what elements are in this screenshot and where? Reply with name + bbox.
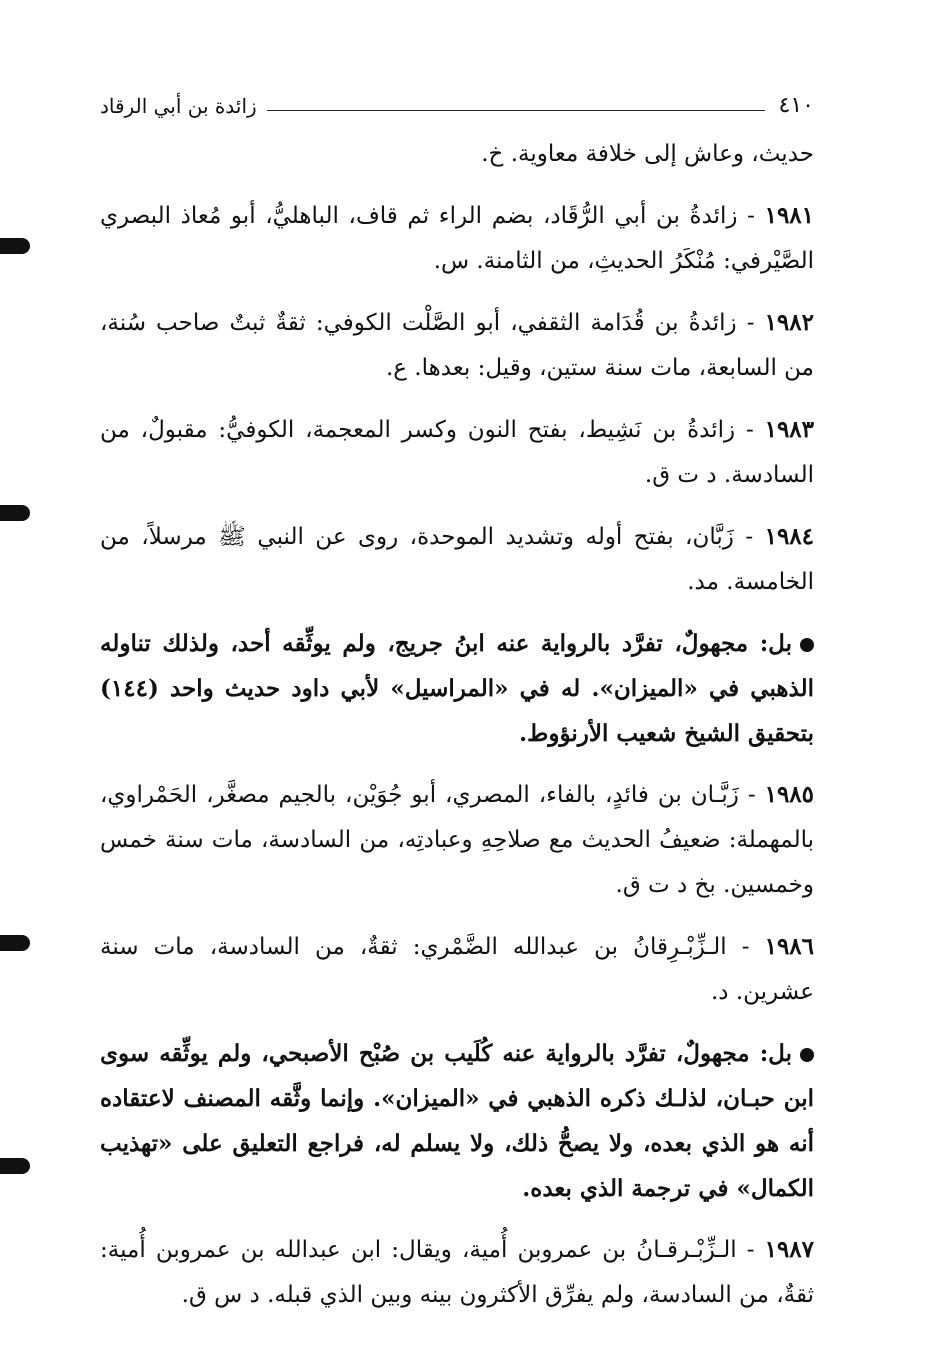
entry-number: ١٩٨٦ bbox=[764, 933, 815, 960]
text-paragraph bbox=[100, 132, 814, 177]
header-rule bbox=[267, 110, 765, 111]
entry-number: ١٩٨١ bbox=[764, 202, 815, 229]
entry-text: - الـزِّبْـرقـانُ بن عمروبن أُمية، ويقال: ابن عبدالله بن عمروبن أُمية: ثقةٌ، من السادسة، ولم يفرِّق الأكثرون بينه وبين الذي قبله. د س ق. bbox=[100, 1237, 814, 1308]
bullet-icon bbox=[800, 1048, 814, 1062]
note-text: بل: مجهولٌ، تفرَّد بالرواية عنه كُلَيب بن صُبْح الأصبحي، ولم يوثِّقه سوى ابن حبـان، لذلـك ذكره الذهبي في «الميزان». وإنما وثَّقه المصنف لاعتقاده أنه هو الذي بعده، ولا يصحُّ ذلك، ولا يسلم له، فراجع التعليق على «تهذيب الكمال» في ترجمة الذي بعده. bbox=[100, 1040, 814, 1202]
page-header bbox=[100, 84, 814, 118]
entry-text: - الـزِّبْـرِقانُ بن عبدالله الضَّمْري: ثقةٌ، من السادسة، مات سنة عشرين. د. bbox=[100, 934, 814, 1005]
book-page bbox=[100, 84, 814, 1334]
margin-mark bbox=[0, 935, 30, 951]
entry-number: ١٩٨٣ bbox=[764, 416, 815, 443]
bullet-icon bbox=[800, 638, 814, 652]
entry-1982 bbox=[100, 300, 814, 391]
entry-number: ١٩٨٤ bbox=[764, 523, 815, 550]
entry-text: - زائدةُ بن نَشِيط، بفتح النون وكسر المعجمة، الكوفيُّ: مقبولٌ، من السادسة. د ت ق. bbox=[100, 417, 814, 488]
entry-text: - زَبَّـان بن فائدٍ، بالفاء، المصري، أبو جُوَيْن، بالجيم مصغَّر، الحَمْراوي، بالمهملة: ضعيفُ الحديث مع صلاحِهِ وعبادتِه، من السادسة، مات سنة خمس وخمسين. بخ د ت ق. bbox=[100, 782, 814, 898]
margin-mark bbox=[0, 1158, 30, 1174]
entry-1985 bbox=[100, 772, 814, 908]
entry-1983 bbox=[100, 407, 814, 498]
entry-number: ١٩٨٢ bbox=[764, 309, 814, 336]
page-number: ٤١٠ bbox=[778, 93, 814, 118]
entry-number: ١٩٨٧ bbox=[764, 1236, 814, 1263]
entry-1987 bbox=[100, 1227, 814, 1318]
margin-mark bbox=[0, 238, 30, 254]
margin-mark bbox=[0, 505, 30, 521]
entry-1986 bbox=[100, 924, 814, 1015]
entry-text: - زائدةُ بن قُدَامة الثقفي، أبو الصَّلْت الكوفي: ثقةٌ ثبتٌ صاحب سُنة، من السابعة، مات سنة ستين، وقيل: بعدها. ع. bbox=[100, 310, 814, 381]
editor-note bbox=[100, 621, 814, 756]
entry-1984 bbox=[100, 514, 814, 605]
paragraph-text: حديث، وعاش إلى خلافة معاوية. خ. bbox=[481, 141, 814, 167]
entry-text: - زائدةُ بن أبي الرُّقَاد، بضم الراء ثم قاف، الباهليُّ، أبو مُعاذ البصري الصَّيْرفي: مُنْكَرُ الحديثِ، من الثامنة. س. bbox=[100, 203, 814, 274]
note-text: بل: مجهولٌ، تفرَّد بالرواية عنه ابنُ جريج، ولم يوثِّقه أحد، ولذلك تناوله الذهبي في «الميزان». له في «المراسيل» لأبي داود حديث واحد (١٤٤) بتحقيق الشيخ شعيب الأرنؤوط. bbox=[100, 630, 814, 747]
entry-1981 bbox=[100, 193, 814, 284]
entry-number: ١٩٨٥ bbox=[764, 781, 815, 808]
running-title: زائدة بن أبي الرقاد bbox=[100, 94, 257, 118]
entry-text: - زَبَّان، بفتح أوله وتشديد الموحدة، روى عن النبي ﷺ مرسلاً، من الخامسة. مد. bbox=[100, 524, 814, 595]
editor-note bbox=[100, 1031, 814, 1211]
